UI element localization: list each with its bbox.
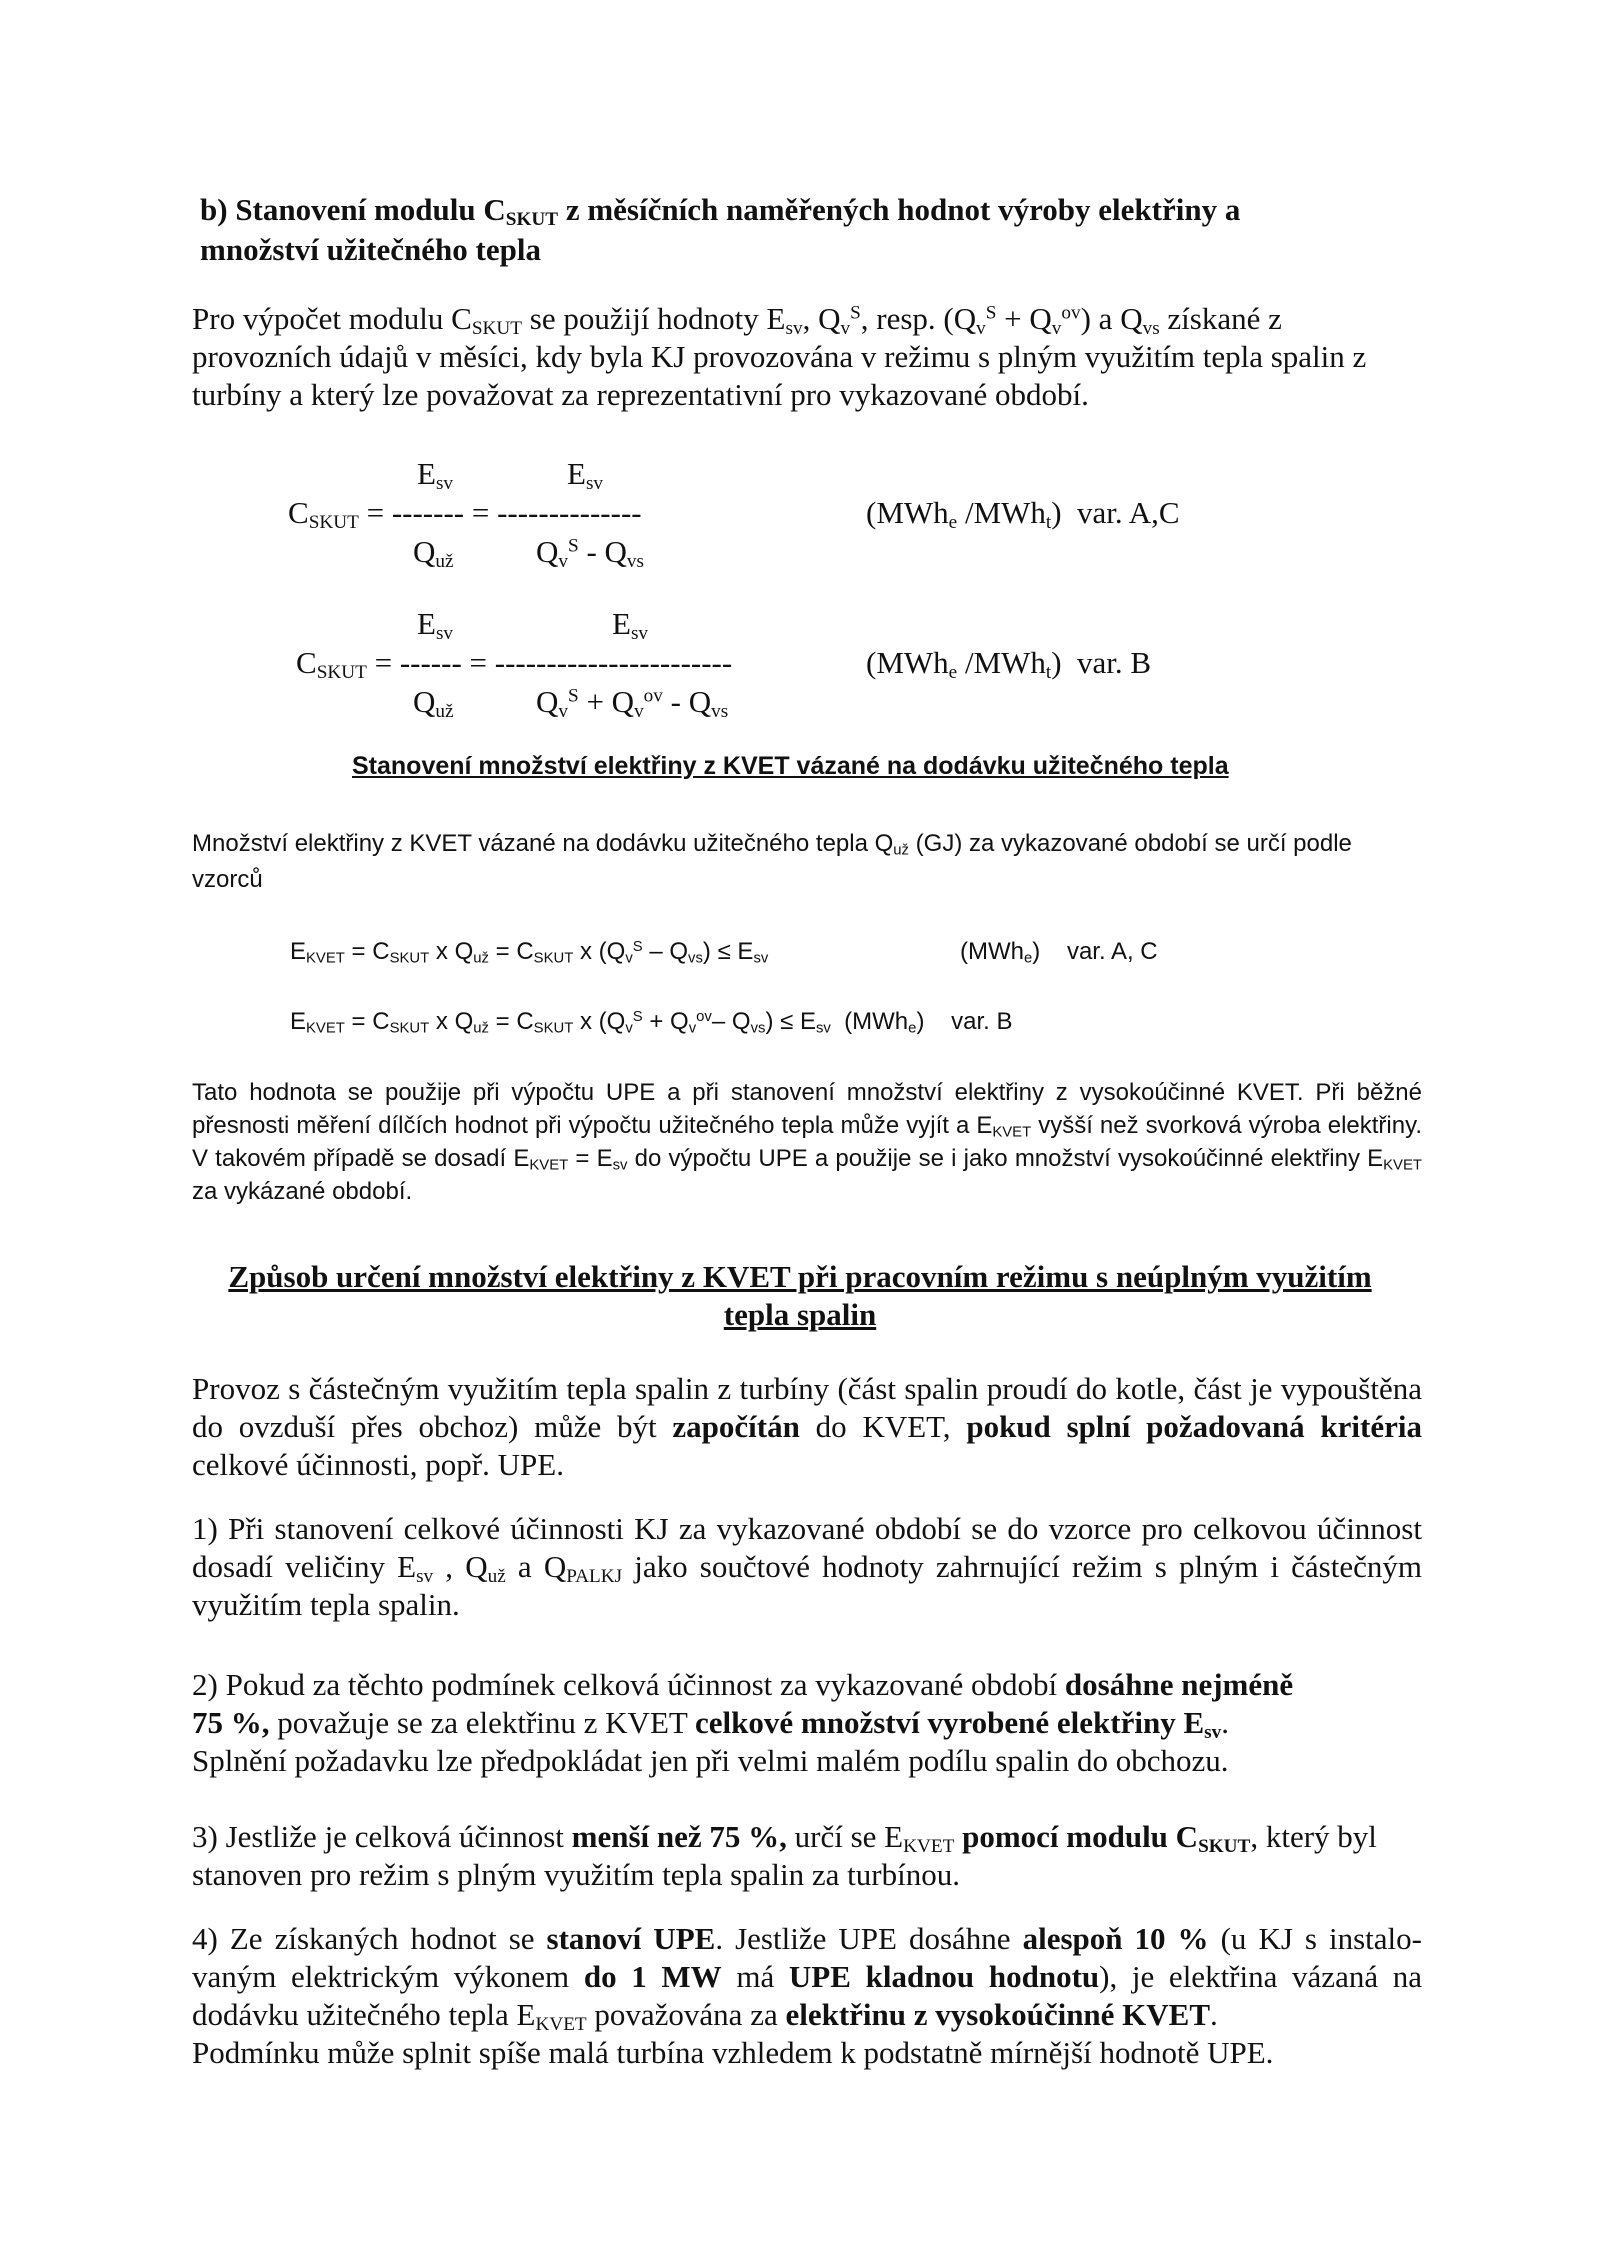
heading-text: množství užitečného tepla <box>200 232 541 267</box>
formula-b-main-line: $C_{SKUT}$ = ------ = ----------------------- <box>296 645 733 683</box>
formula-ac-den2: $Q_v^S - Q_{vs}$ <box>536 534 644 572</box>
formula-ac-den1: $Q_{už}$ <box>413 534 454 572</box>
formula-b-num2: $E_{sv}$ <box>612 606 649 644</box>
intro-paragraph: Pro výpočet modulu $C_{SKUT}$ se použijí hodnoty $E_{sv}$, $Q_v^S$, resp. $(Q_v^S + Q_v^{ov})$ a $Q_{vs}$ získané z provozních údajů v měsíci, kdy byla KJ provozována v režimu s plným využitím tepla spalin z turbíny a který lze považovat za reprezentativní pro vykazované období. <box>192 301 1367 412</box>
heading-text: b) Stanovení modulu C <box>200 192 506 227</box>
heading-sub: SKUT <box>505 208 559 230</box>
kvet-section-title: Stanovení množství elektřiny z KVET vázané na dodávku užitečného tepla <box>352 752 1229 780</box>
rule-2-paragraph: 2) Pokud za těchto podmínek celková účinnost za vykazované období dosáhne nejméně 75 %, považuje se za elektřinu z KVET celkové množství vyrobené elektřiny $E_{sv}$. Splnění požadavku lze předpokládat jen při velmi malém podílu spalin do obchozu. <box>192 1667 1294 1778</box>
formula-ac-num2: $E_{sv}$ <box>567 456 604 494</box>
rule-4-paragraph: 4) Ze získaných hodnot se stanoví UPE. Jestliže UPE dosáhne alespoň 10 % (u KJ s instalo-vaným elektrickým výkonem do 1 MW má UPE kladnou hodnotu), je elektřina vázaná na dodávku užitečného tepla $E_{KVET}$ považována za elektřinu z vysokoúčinné KVET. Podmínku může splnit spíše malá turbína vzhledem k podstatně mírnější hodnotě UPE. <box>192 1921 1423 2070</box>
kvet-equation-ac-unit: (MWh$_e$) var. A, C <box>960 938 1158 967</box>
formula-b-unit: (MWh$_e$ /MWh$_t$) var. B <box>866 645 1152 683</box>
formula-ac-num1: $E_{sv}$ <box>417 456 454 494</box>
kvet-intro-paragraph: Množství elektřiny z KVET vázané na dodávku užitečného tepla $Q_{už}$ (GJ) za vykazované období se určí podle vzorců <box>192 830 1352 893</box>
formula-ac-main-line: $C_{SKUT}$ = ------- = -------------- <box>288 495 642 533</box>
heading-text: z měsíčních naměřených hodnot výroby elektřiny a <box>558 192 1241 227</box>
rule-3-paragraph: 3) Jestliže je celková účinnost menší než 75 %, určí se $E_{KVET}$ pomocí modulu $C_{SKUT}$, který byl stanoven pro režim s plným využitím tepla spalin za turbínou. <box>192 1819 1377 1892</box>
kvet-equation-ac: $E_{KVET} = C_{SKUT}$ x $Q_{už} = C_{SKUT}$ x $(Q_v^S - Q_{vs}) \le E_{sv}$ <box>290 938 769 967</box>
kvet-equation-b: $E_{KVET} = C_{SKUT}$ x $Q_{už} = C_{SKUT}$ x ($Q_v^S + Q_v^{ov}-$ $Q_{vs}) \le E_{sv}$ (MWh$_e$) var. B <box>290 1008 1013 1037</box>
formula-b-den2: $Q_v^S + Q_v^{ov} - Q_{vs}$ <box>536 684 729 722</box>
partial-mode-intro-paragraph: Provoz s částečným využitím tepla spalin z turbíny (část spalin proudí do kotle, část je vypouštěna do ovzduší přes obchoz) může být započítán do KVET, pokud splní požadovaná kritéria celkové účinnosti, popř. UPE. <box>192 1371 1422 1482</box>
formula-b-num1: $E_{sv}$ <box>417 606 454 644</box>
formula-b-den1: $Q_{už}$ <box>413 684 454 722</box>
rule-1-paragraph: 1) Při stanovení celkové účinnosti KJ za vykazované období se do vzorce pro celkovou účinnost dosadí veličiny $E_{sv}$ , $Q_{už}$ a $Q_{PALKJ}$ jako součtové hodnoty zahrnující režim s plným i částečným využitím tepla spalin. <box>192 1511 1422 1622</box>
formula-ac-unit: (MWh$_e$ /MWh$_t$) var. A,C <box>866 495 1180 533</box>
section-b-heading <box>200 190 1400 270</box>
partial-mode-section-title: Způsob určení množství elektřiny z KVET při pracovním režimu s neúplným využitím tepla spalin <box>228 1259 1372 1332</box>
kvet-explanation-paragraph: Tato hodnota se použije při výpočtu UPE a při stanovení množství elektřiny z vysokoúčinné KVET. Při běžné přesnosti měření dílčích hodnot při výpočtu užitečného tepla může vyjít a $E_{KVET}$ vyšší než svorková výroba elektřiny. V takovém případě se dosadí $E_{KVET} = E_{sv}$ do výpočtu UPE a použije se i jako množství vysokoúčinné elektřiny $E_{KVET}$ za vykázané období. <box>192 1079 1422 1205</box>
